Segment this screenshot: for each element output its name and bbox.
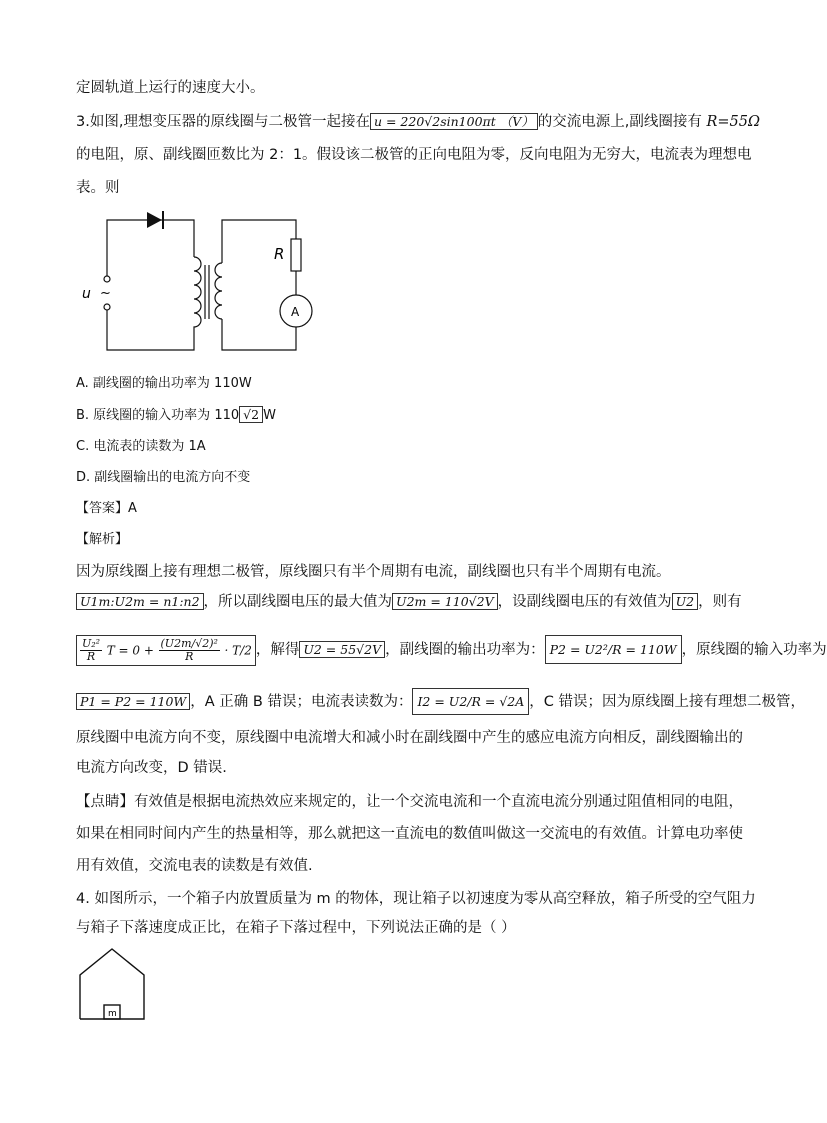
option-c: C. 电流表的读数为 1A — [76, 439, 206, 454]
ratio-formula: U1m:U2m = n1:n2 — [76, 593, 204, 610]
analysis-4a: ，A 正确 B 错误；电流表读数为： — [190, 694, 413, 710]
option-d: D. 副线圈输出的电流方向不变 — [76, 470, 251, 485]
eq-tail: · T/2 — [224, 643, 252, 657]
intro-line: 定圆轨道上运行的速度大小。 — [76, 80, 265, 96]
u2-value: U2 = 55√2V — [299, 641, 385, 658]
q4-line-2: 与箱子下落速度成正比，在箱子下落过程中，下列说法正确的是（ ） — [76, 920, 516, 936]
label-u: u — [82, 286, 91, 302]
tip-line-1: 【点睛】有效值是根据电流热效应来规定的，让一个交流电流和一个直流电流分别通过阻值相同的电阻， — [76, 794, 743, 810]
option-b-unit: W — [263, 408, 276, 423]
voltage-formula: u = 220√2sin100πt （V） — [370, 113, 538, 130]
q3-line-2: 的电阻，原、副线圈匝数比为 2：1。假设该二极管的正向电阻为零，反向电阻为无穷大，电流表为理想电 — [76, 147, 752, 163]
analysis-title: 【解析】 — [76, 532, 129, 547]
u2m-formula: U2m = 110√2V — [392, 593, 498, 610]
eq-lhs-den: R — [86, 649, 96, 663]
option-a: A. 副线圈的输出功率为 110W — [76, 376, 252, 391]
tip-line-2: 如果在相同时间内产生的热量相等，那么就把这一直流电的数值叫做这一交流电的有效值。计算电功率使 — [76, 826, 743, 842]
option-b-text: B. 原线圈的输入功率为 110 — [76, 408, 240, 423]
option-b-sqrt: √2 — [239, 406, 263, 423]
box-diagram — [76, 945, 166, 1025]
analysis-3a: ，解得 — [255, 642, 300, 658]
eq-inner-den: R — [185, 649, 194, 663]
analysis-4b: ，C 错误；因为原线圈上接有理想二极管， — [529, 694, 806, 710]
effective-value-equation — [76, 635, 256, 666]
analysis-2c: ，则有 — [698, 594, 742, 610]
analysis-line-5: 原线圈中电流方向不变，原线圈中电流增大和减小时在副线圈中产生的感应电流方向相反，副线圈输出的 — [76, 730, 743, 746]
analysis-line-1: 因为原线圈上接有理想二极管，原线圈只有半个周期有电流，副线圈也只有半个周期有电流。 — [76, 564, 671, 580]
eq-mid: T = 0 + — [106, 643, 154, 657]
analysis-2a: ，所以副线圈电压的最大值为 — [203, 594, 393, 610]
transformer-circuit-diagram — [74, 207, 334, 357]
q3-line1-text-a: 3.如图,理想变压器的原线圈与二极管一起接在 — [76, 114, 370, 130]
label-tilde: ~ — [100, 286, 111, 301]
eq-lhs-num: U₂² — [82, 636, 101, 650]
q3-line1-text-b: 的交流电源上,副线圈接有 — [537, 114, 702, 130]
analysis-2b: ，设副线圈电压的有效值为 — [497, 594, 672, 610]
box-mass-label: m — [108, 1009, 117, 1019]
tip-line-3: 用有效值，交流电表的读数是有效值. — [76, 858, 313, 874]
eq-inner-num: (U2m/√2)² — [160, 636, 218, 650]
analysis-3b: ，副线圈的输出功率为： — [385, 642, 545, 658]
label-A: A — [291, 305, 300, 319]
q3-line-3: 表。则 — [76, 180, 120, 196]
label-R: R — [274, 245, 285, 263]
p2-formula: P2 = U2²/R = 110W — [545, 635, 682, 664]
p1-formula: P1 = P2 = 110W — [76, 693, 190, 710]
analysis-3c: ，原线圈的输入功率为 — [681, 642, 827, 658]
q3-line-1 — [76, 112, 760, 132]
analysis-line-6: 电流方向改变，D 错误. — [76, 760, 227, 776]
option-b — [76, 405, 276, 426]
analysis-line-2 — [76, 592, 742, 612]
resistor-value: R=55Ω — [706, 114, 761, 130]
u2-symbol: U2 — [672, 593, 699, 610]
analysis-line-4 — [76, 688, 805, 716]
i2-formula: I2 = U2/R = √2A — [412, 688, 529, 715]
analysis-line-3 — [76, 626, 827, 676]
q4-line-1: 4. 如图所示，一个箱子内放置质量为 m 的物体，现让箱子以初速度为零从高空释放，箱子所受的空气阻力 — [76, 891, 756, 907]
answer: 【答案】A — [76, 501, 137, 516]
